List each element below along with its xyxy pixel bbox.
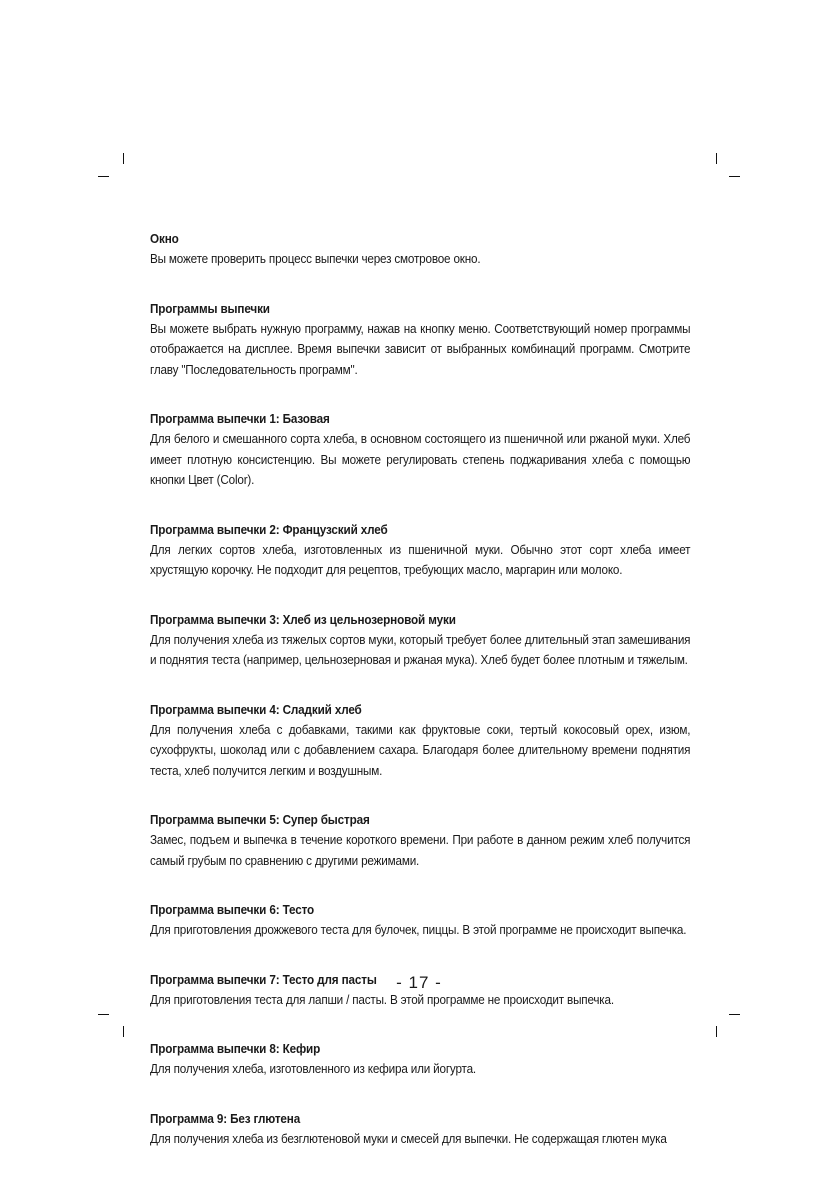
section-heading: Программа выпечки 4: Сладкий хлеб [150,702,362,717]
page-number: - 17 - [396,973,442,992]
section-program-9 [150,1109,690,1150]
section-text: Для получения хлеба из безглютеновой муки и смесей для выпечки. Не содержащая глютен мука [150,1131,667,1146]
section-text: Для получения хлеба из тяжелых сортов муки, который требует более длительный этап замешивания и поднятия теста (например, цельнозерновая и ржаная мука). Хлеб будет более плотным и тяжелым. [150,632,691,667]
section-text: Для приготовления теста для лапши / пасты. В этой программе не происходит выпечка. [150,992,614,1007]
section-program-2 [150,520,690,581]
crop-mark-top-left-h [98,176,109,177]
section-heading: Программа выпечки 8: Кефир [150,1042,321,1056]
section-heading: Программа 9: Без глютена [150,1111,301,1126]
section-text: Для приготовления дрожжевого теста для булочек, пиццы. В этой программе не происходит выпечка. [150,923,687,937]
section-heading: Программа выпечки 7: Тесто для пасты [150,972,377,987]
crop-mark-bottom-left-h [98,1014,109,1015]
section-text: Для белого и смешанного сорта хлеба, в основном состоящего из пшеничной или ржаной муки. Хлеб имеет плотную консистенцию. Вы можете регулировать степень поджаривания хлеба с помощью кнопки Цвет (Color). [150,432,691,487]
section-heading: Программа выпечки 2: Французский хлеб [150,522,388,537]
section-text: Вы можете проверить процесс выпечки через смотровое окно. [150,252,481,266]
section-heading: Программа выпечки 1: Базовая [150,412,330,426]
crop-mark-bottom-right-h [729,1014,740,1015]
section-heading: Программа выпечки 5: Супер быстрая [150,813,370,827]
section-text: Для легких сортов хлеба, изготовленных из пшеничной муки. Обычно этот сорт хлеба имеет хрустящую корочку. Не подходит для рецептов, требующих масло, маргарин или молоко. [150,542,691,577]
crop-mark-bottom-right-v [716,1026,717,1037]
section-program-3 [150,610,690,671]
crop-mark-top-right-v [716,153,717,164]
crop-mark-top-left-v [123,153,124,164]
section-heading: Программа выпечки 3: Хлеб из цельнозерновой муки [150,612,456,627]
page-content [150,229,690,1178]
section-text: Замес, подъем и выпечка в течение короткого времени. При работе в данном режим хлеб получится самый грубым по сравнению с другими режимами. [150,833,691,868]
crop-mark-top-right-h [729,176,740,177]
section-program-5 [150,810,690,871]
section-program-6 [150,900,690,941]
section-heading: Программы выпечки [150,301,270,316]
section-program-8 [150,1039,690,1080]
section-text: Вы можете выбрать нужную программу, нажав на кнопку меню. Соответствующий номер программы отображается на дисплее. Время выпечки зависит от выбранных комбинаций программ. Смотрите главу "Последовательность программ". [150,321,691,377]
section-text: Для получения хлеба с добавками, такими как фруктовые соки, тертый кокосовый орех, изюм, сухофрукты, шоколад или с добавлением сахара. Благодаря более длительному времени поднятия теста, хлеб получится легким и воздушным. [150,722,691,778]
crop-mark-bottom-left-v [123,1026,124,1037]
section-programs [150,299,690,381]
section-heading: Окно [150,232,179,246]
section-heading: Программа выпечки 6: Тесто [150,903,315,917]
section-program-1 [150,409,690,491]
section-program-4 [150,700,690,782]
section-window [150,229,690,270]
section-text: Для получения хлеба, изготовленного из кефира или йогурта. [150,1062,476,1076]
